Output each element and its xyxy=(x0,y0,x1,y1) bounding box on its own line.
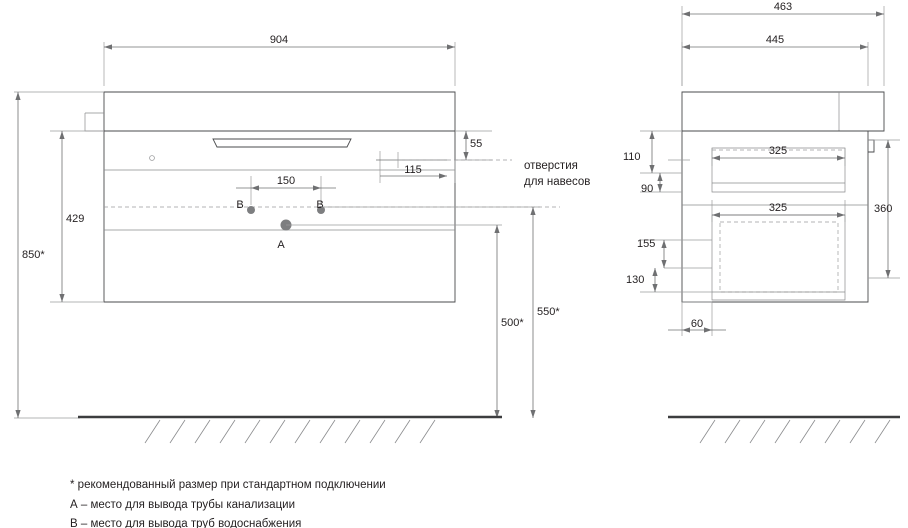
dim-hanger-offset xyxy=(640,160,690,195)
hanger-holes-label-line2: для навесов xyxy=(524,176,591,188)
dim-side-height-value: 360 xyxy=(874,203,893,215)
hanger-holes-guide xyxy=(104,160,560,207)
side-lower-drawer-hidden xyxy=(720,222,838,292)
dim-drain-height-value: 500* xyxy=(501,317,524,329)
dim-edge-offset-value: 115 xyxy=(404,164,422,176)
note-line-1: * рекомендованный размер при стандартном подключении xyxy=(70,479,386,491)
dim-foot xyxy=(668,302,726,336)
dim-drain-height xyxy=(286,225,524,418)
dim-body-height-value: 429 xyxy=(66,213,85,225)
dim-top-offset-value: 55 xyxy=(470,138,483,150)
dim-front-width xyxy=(104,34,455,86)
marker-a: A xyxy=(277,239,285,251)
dim-lower-offset-value: 155 xyxy=(637,238,656,250)
dim-rail-bottom xyxy=(712,200,845,222)
front-countertop xyxy=(104,92,455,131)
dim-top-offset xyxy=(455,131,492,160)
dim-hanger-top-value: 110 xyxy=(623,151,641,163)
dim-body-height xyxy=(50,131,104,302)
ground-front xyxy=(78,417,502,443)
side-lower-drawer xyxy=(712,215,845,300)
dim-rail-top-value: 325 xyxy=(768,145,788,157)
dim-side-depth-total-value: 463 xyxy=(773,1,793,13)
dim-side-height xyxy=(868,140,900,278)
dim-overall-height xyxy=(14,92,104,418)
dim-side-depth-body-value: 445 xyxy=(765,34,785,46)
dim-foot-value: 60 xyxy=(690,318,704,330)
notes-block xyxy=(70,479,386,528)
side-hanger-bracket xyxy=(868,140,874,152)
front-view-cabinet xyxy=(85,92,455,302)
dim-lower-height-value: 130 xyxy=(626,274,645,286)
dim-front-width-value: 904 xyxy=(269,34,289,46)
front-left-tab-2 xyxy=(85,113,104,131)
side-view-cabinet xyxy=(682,92,884,302)
dim-edge-offset xyxy=(376,151,455,183)
dim-water-height-value: 550* xyxy=(537,306,560,318)
marker-b-right: B xyxy=(316,199,324,211)
dim-hole-spacing-value: 150 xyxy=(276,175,296,187)
overflow-hole-icon xyxy=(150,156,155,161)
dim-hanger-offset-value: 90 xyxy=(641,183,654,195)
dim-water-height xyxy=(321,207,560,418)
dim-hanger-top xyxy=(623,131,682,173)
note-line-3: В – место для вывода труб водоснабжения xyxy=(70,518,302,528)
dim-lower-height xyxy=(626,268,712,292)
front-handle xyxy=(213,139,351,147)
water-outlet-left-dot xyxy=(247,206,255,214)
marker-b-left: B xyxy=(236,199,244,211)
hanger-holes-label-line1: отверстия xyxy=(524,160,578,172)
front-body xyxy=(104,131,455,302)
dim-lower-offset xyxy=(637,238,712,268)
ground-side xyxy=(668,417,900,443)
dim-rail-bottom-value: 325 xyxy=(768,202,788,214)
side-countertop xyxy=(682,92,884,131)
hanger-holes-annotation xyxy=(524,160,590,188)
dim-overall-height-value: 850* xyxy=(22,249,45,261)
note-line-2: А – место для вывода трубы канализации xyxy=(70,499,296,511)
dim-side-depth-body xyxy=(682,34,868,86)
